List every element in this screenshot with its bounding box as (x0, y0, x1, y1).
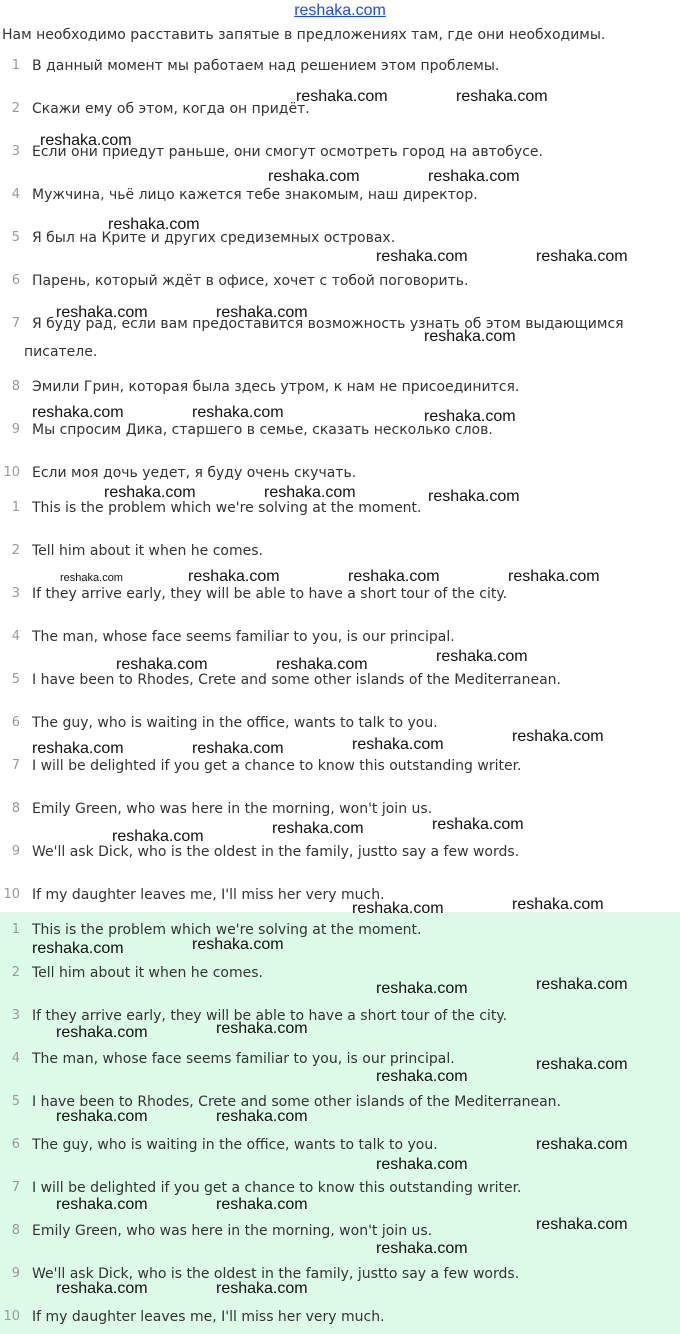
sentence-text: The guy, who is waiting in the office, wants to talk to you. (32, 715, 438, 731)
watermark: reshaka.com (512, 896, 604, 913)
item-number: 5 (11, 230, 20, 245)
sentence-text: Парень, который ждёт в офисе, хочет с тобой поговорить. (32, 273, 469, 289)
sentence-text: Скажи ему об этом, когда он придёт. (32, 101, 310, 117)
item-number: 10 (3, 465, 20, 480)
answer-text: We'll ask Dick, who is the oldest in the family, justto say a few words. (32, 1266, 520, 1282)
item-number: 3 (11, 144, 20, 159)
answer-text: The guy, who is waiting in the office, wants to talk to you. (32, 1137, 438, 1153)
watermark: reshaka.com (216, 1196, 308, 1213)
watermark: reshaka.com (296, 88, 388, 105)
sentence-text: Мужчина, чьё лицо кажется тебе знакомым, наш директор. (32, 187, 478, 203)
answer-text: The man, whose face seems familiar to you, is our principal. (32, 1051, 455, 1067)
answer-text: This is the problem which we're solving at the moment. (32, 922, 422, 938)
watermark: reshaka.com (428, 488, 520, 505)
sentence-text: I have been to Rhodes, Crete and some other islands of the Mediterranean. (32, 672, 561, 688)
watermark: reshaka.com (56, 304, 148, 321)
answer-text: Tell him about it when he comes. (32, 965, 263, 981)
sentence-text: Если моя дочь уедет, я буду очень скучать. (32, 465, 357, 481)
sentence-text: If they arrive early, they will be able to have a short tour of the city. (32, 586, 508, 602)
watermark: reshaka.com (108, 216, 200, 233)
sentence-text: This is the problem which we're solving at the moment. (32, 500, 422, 516)
sentence-text: We'll ask Dick, who is the oldest in the family, justto say a few words. (32, 844, 520, 860)
item-number: 3 (11, 586, 20, 601)
watermark: reshaka.com (32, 940, 124, 957)
watermark: reshaka.com (376, 248, 468, 265)
sentence-text: I will be delighted if you get a chance to know this outstanding writer. (32, 758, 522, 774)
watermark: reshaka.com (192, 740, 284, 757)
watermark: reshaka.com (32, 404, 124, 421)
item-number: 7 (11, 758, 20, 773)
item-number: 6 (11, 715, 20, 730)
item-number: 8 (11, 801, 20, 816)
sentence-text: Tell him about it when he comes. (32, 543, 263, 559)
sentence-text: Emily Green, who was here in the morning, won't join us. (32, 801, 433, 817)
item-number: 1 (11, 500, 20, 515)
item-number: 10 (3, 887, 20, 902)
item-number: 9 (11, 844, 20, 859)
watermark: reshaka.com (264, 484, 356, 501)
watermark: reshaka.com (40, 132, 132, 149)
watermark: reshaka.com (32, 740, 124, 757)
item-number: 3 (11, 1008, 20, 1023)
item-number: 4 (11, 629, 20, 644)
watermark: reshaka.com (432, 816, 524, 833)
watermark: reshaka.com (352, 900, 444, 917)
sentence-text: Мы спросим Дика, старшего в семье, сказать несколько слов. (32, 422, 493, 438)
item-number: 9 (11, 1266, 20, 1281)
item-number: 7 (11, 316, 20, 331)
item-number: 8 (11, 1223, 20, 1238)
watermark: reshaka.com (436, 648, 528, 665)
answer-text: If my daughter leaves me, I'll miss her very much. (32, 1309, 385, 1325)
sentence-text: В данный момент мы работаем над решением этом проблемы. (32, 58, 500, 74)
watermark: reshaka.com (56, 1196, 148, 1213)
watermark: reshaka.com (60, 572, 123, 584)
watermark: reshaka.com (56, 1280, 148, 1297)
item-number: 9 (11, 422, 20, 437)
sentence-text-continued: писателе. (24, 344, 98, 360)
watermark: reshaka.com (424, 408, 516, 425)
watermark: reshaka.com (536, 976, 628, 993)
watermark: reshaka.com (536, 1136, 628, 1153)
watermark: reshaka.com (428, 168, 520, 185)
sentence-text: Эмили Грин, которая была здесь утром, к нам не присоединится. (32, 379, 520, 395)
sentence-text: The man, whose face seems familiar to you, is our principal. (32, 629, 455, 645)
watermark: reshaka.com (536, 248, 628, 265)
watermark: reshaka.com (216, 1280, 308, 1297)
item-number: 7 (11, 1180, 20, 1195)
item-number: 2 (11, 543, 20, 558)
watermark: reshaka.com (268, 168, 360, 185)
item-number: 2 (11, 101, 20, 116)
watermark: reshaka.com (56, 1024, 148, 1041)
watermark: reshaka.com (512, 728, 604, 745)
watermark: reshaka.com (536, 1056, 628, 1073)
item-number: 6 (11, 273, 20, 288)
item-number: 4 (11, 187, 20, 202)
watermark: reshaka.com (276, 656, 368, 673)
sentence-text: Я был на Крите и других средиземных островах. (32, 230, 396, 246)
watermark: reshaka.com (456, 88, 548, 105)
watermark: reshaka.com (56, 1108, 148, 1125)
sentence-text: If my daughter leaves me, I'll miss her very much. (32, 887, 385, 903)
item-number: 5 (11, 1094, 20, 1109)
watermark: reshaka.com (104, 484, 196, 501)
watermark: reshaka.com (352, 736, 444, 753)
watermark: reshaka.com (192, 936, 284, 953)
watermark: reshaka.com (272, 820, 364, 837)
item-number: 1 (11, 922, 20, 937)
watermark: reshaka.com (216, 304, 308, 321)
watermark: reshaka.com (188, 568, 280, 585)
watermark: reshaka.com (376, 1156, 468, 1173)
item-number: 4 (11, 1051, 20, 1066)
watermark: reshaka.com (508, 568, 600, 585)
watermark: reshaka.com (376, 1240, 468, 1257)
answer-text: Emily Green, who was here in the morning, won't join us. (32, 1223, 433, 1239)
item-number: 10 (3, 1309, 20, 1324)
item-number: 5 (11, 672, 20, 687)
watermark: reshaka.com (376, 980, 468, 997)
watermark: reshaka.com (536, 1216, 628, 1233)
item-number: 2 (11, 965, 20, 980)
watermark: reshaka.com (348, 568, 440, 585)
watermark: reshaka.com (216, 1020, 308, 1037)
watermark: reshaka.com (424, 328, 516, 345)
item-number: 8 (11, 379, 20, 394)
task-instruction: Нам необходимо расставить запятые в предложениях там, где они необходимы. (2, 27, 606, 43)
watermark: reshaka.com (192, 404, 284, 421)
watermark: reshaka.com (216, 1108, 308, 1125)
answer-text: I have been to Rhodes, Crete and some other islands of the Mediterranean. (32, 1094, 561, 1110)
watermark: reshaka.com (112, 828, 204, 845)
watermark: reshaka.com (116, 656, 208, 673)
answer-text: I will be delighted if you get a chance to know this outstanding writer. (32, 1180, 522, 1196)
sentence-text: Если они приедут раньше, они смогут осмотреть город на автобусе. (32, 144, 543, 160)
watermark: reshaka.com (376, 1068, 468, 1085)
site-link[interactable]: reshaka.com (294, 2, 386, 19)
item-number: 6 (11, 1137, 20, 1152)
item-number: 1 (11, 58, 20, 73)
answer-text: If they arrive early, they will be able to have a short tour of the city. (32, 1008, 508, 1024)
sentence-text: Я буду рад, если вам предоставится возможность узнать об этом выдающимся (32, 316, 624, 332)
